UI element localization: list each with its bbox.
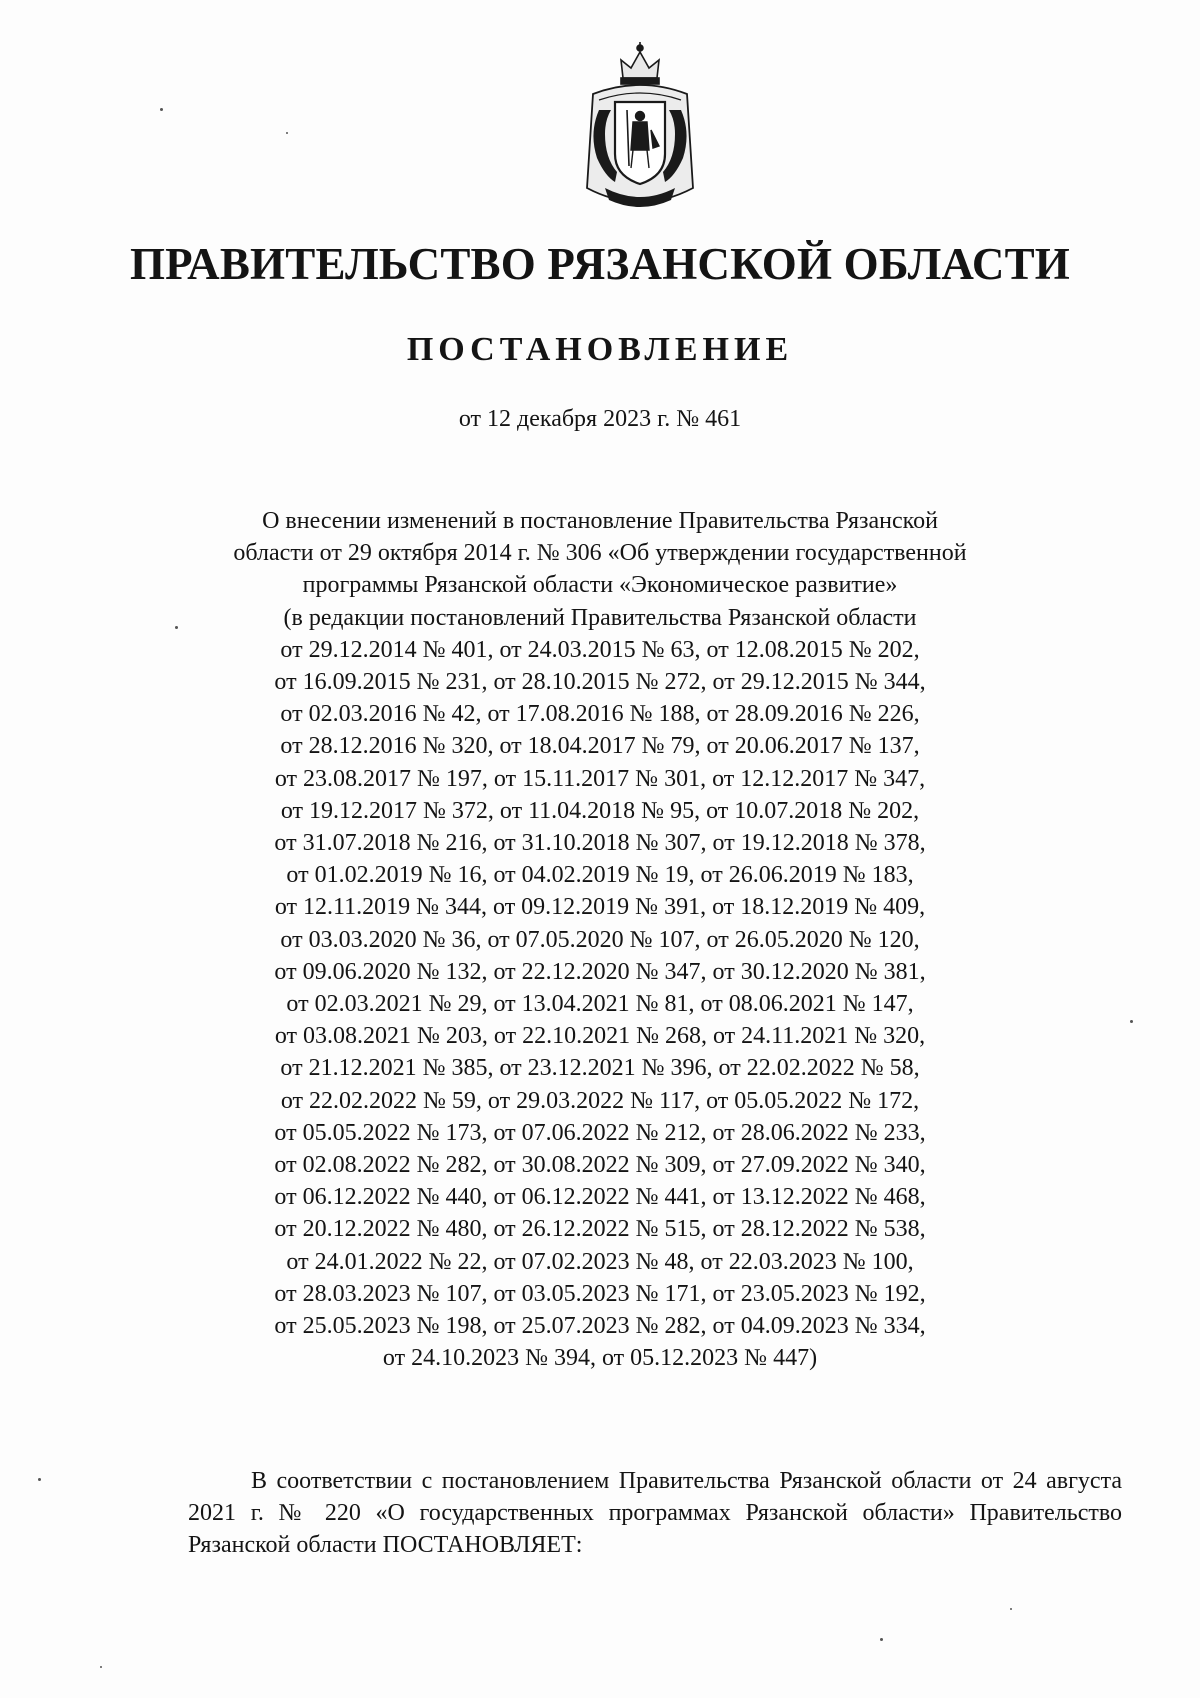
subject-line: от 03.08.2021 № 203, от 22.10.2021 № 268, от 24.11.2021 № 320, xyxy=(274,1023,926,1050)
subject-line: от 28.03.2023 № 107, от 03.05.2023 № 171, от 23.05.2023 № 192, xyxy=(274,1280,926,1307)
subject-line: от 29.12.2014 № 401, от 24.03.2015 № 63, от 12.08.2015 № 202, xyxy=(280,636,920,663)
scan-speck xyxy=(1130,1020,1133,1023)
subject-line: (в редакции постановлений Правительства Рязанской области xyxy=(283,604,917,631)
subject-line: от 05.05.2022 № 173, от 07.06.2022 № 212, от 28.06.2022 № 233, xyxy=(274,1119,926,1146)
scan-speck xyxy=(100,1666,102,1668)
subject-line: от 22.02.2022 № 59, от 29.03.2022 № 117, от 05.05.2022 № 172, xyxy=(280,1087,920,1114)
scan-speck xyxy=(880,1638,883,1641)
document-date-number: от 12 декабря 2023 г. № 461 xyxy=(458,406,742,432)
organization-title: ПРАВИТЕЛЬСТВО РЯЗАНСКОЙ ОБЛАСТИ xyxy=(129,239,1071,289)
subject-line: от 24.10.2023 № 394, от 05.12.2023 № 447) xyxy=(382,1345,818,1372)
subject-line: от 16.09.2015 № 231, от 28.10.2015 № 272, от 29.12.2015 № 344, xyxy=(274,669,926,696)
subject-line: от 02.03.2021 № 29, от 13.04.2021 № 81, от 08.06.2021 № 147, xyxy=(286,991,914,1018)
subject-line: от 12.11.2019 № 344, от 09.12.2019 № 391, от 18.12.2019 № 409, xyxy=(274,894,926,921)
subject-line: от 31.07.2018 № 216, от 31.10.2018 № 307, от 19.12.2018 № 378, xyxy=(274,830,926,857)
subject-line: от 21.12.2021 № 385, от 23.12.2021 № 396, от 22.02.2022 № 58, xyxy=(280,1055,920,1082)
document-subject xyxy=(0,505,1200,1374)
subject-line: от 23.08.2017 № 197, от 15.11.2017 № 301, от 12.12.2017 № 347, xyxy=(274,765,926,792)
subject-line: от 02.03.2016 № 42, от 17.08.2016 № 188, от 28.09.2016 № 226, xyxy=(280,701,920,728)
scan-speck xyxy=(38,1478,41,1481)
subject-line: от 06.12.2022 № 440, от 06.12.2022 № 441, от 13.12.2022 № 468, xyxy=(274,1184,926,1211)
scan-speck xyxy=(160,108,163,111)
scan-speck xyxy=(286,132,288,134)
scan-speck xyxy=(175,626,178,629)
subject-line: программы Рязанской области «Экономическое развитие» xyxy=(302,572,898,599)
subject-line: от 03.03.2020 № 36, от 07.05.2020 № 107, от 26.05.2020 № 120, xyxy=(280,926,920,953)
subject-line: от 25.05.2023 № 198, от 25.07.2023 № 282, от 04.09.2023 № 334, xyxy=(274,1313,926,1340)
subject-line: области от 29 октября 2014 г. № 306 «Об утверждении государственной xyxy=(233,540,967,567)
document-type-heading: ПОСТАНОВЛЕНИЕ xyxy=(406,331,794,368)
subject-line: от 01.02.2019 № 16, от 04.02.2019 № 19, от 26.06.2019 № 183, xyxy=(286,862,914,889)
subject-line: от 19.12.2017 № 372, от 11.04.2018 № 95, от 10.07.2018 № 202, xyxy=(280,797,920,824)
ryazan-coat-of-arms-icon xyxy=(575,38,705,218)
resolution-preamble: В соответствии с постановлением Правительства Рязанской области от 24 августа 2021 г. № 220 «О государственных программах Рязанской области» Правительство Рязанской области ПОСТАНОВЛЯЕТ: xyxy=(188,1468,1122,1558)
scan-speck xyxy=(1010,1608,1012,1610)
subject-line: О внесении изменений в постановление Правительства Рязанской xyxy=(262,508,938,534)
subject-line: от 28.12.2016 № 320, от 18.04.2017 № 79, от 20.06.2017 № 137, xyxy=(280,733,920,760)
subject-line: от 24.01.2022 № 22, от 07.02.2023 № 48, от 22.03.2023 № 100, xyxy=(286,1248,914,1275)
subject-line: от 09.06.2020 № 132, от 22.12.2020 № 347, от 30.12.2020 № 381, xyxy=(274,958,926,985)
subject-line: от 20.12.2022 № 480, от 26.12.2022 № 515, от 28.12.2022 № 538, xyxy=(274,1216,926,1243)
subject-line: от 02.08.2022 № 282, от 30.08.2022 № 309, от 27.09.2022 № 340, xyxy=(274,1152,926,1179)
